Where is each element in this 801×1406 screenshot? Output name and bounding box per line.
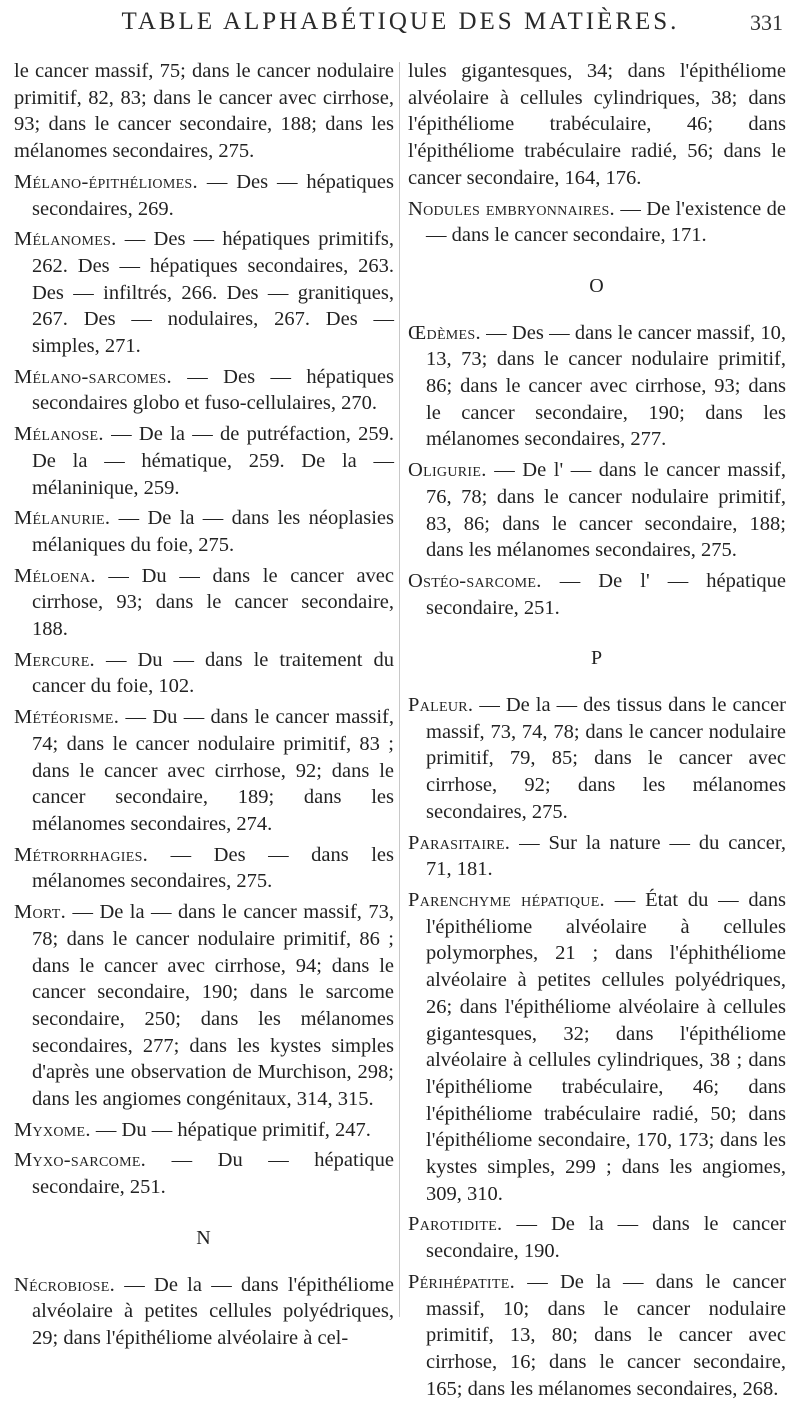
entry-text: — De la — dans l'épithéliome alvéolaire à petites cellules polyédriques, 29; dans l'épithéliome alvéolaire à cel-	[32, 1273, 394, 1349]
section-letter-n: N	[196, 1226, 212, 1249]
index-entry	[14, 704, 394, 838]
index-entry	[14, 1147, 394, 1200]
index-entry	[408, 320, 786, 454]
entry-heading: Parotidite.	[408, 1213, 503, 1236]
entry-heading: Parenchyme hépatique.	[408, 888, 605, 911]
entry-text: — De la — des tissus dans le cancer massif, 73, 74, 78; dans le cancer nodulaire primitif, 79, 85; dans le cancer avec cirrhose, 92; dans les mélanomes secondaires, 275.	[426, 694, 786, 823]
column-divider	[399, 62, 400, 1317]
entry-heading: Myxo-sarcome.	[14, 1149, 147, 1172]
entry-heading: Météorisme.	[14, 706, 120, 729]
page-title: TABLE ALPHABÉTIQUE DES MATIÈRES.	[121, 8, 680, 35]
entry-heading: Mort.	[14, 901, 67, 924]
entry-text: — De l' — dans le cancer massif, 76, 78; dans le cancer nodulaire primitif, 83, 86; dans le cancer secondaire, 188; dans les mélanomes secondaires, 275.	[426, 459, 786, 562]
page-header	[0, 8, 801, 48]
index-entry	[14, 226, 394, 360]
entry-heading: Mélanose.	[14, 423, 104, 446]
entry-text: — Du — hépatique secondaire, 251.	[32, 1149, 394, 1199]
entry-text: — De la — dans les néoplasies mélaniques du foie, 275.	[32, 507, 394, 556]
section-letter-p: P	[590, 647, 604, 670]
index-entry	[408, 692, 786, 826]
entry-text: — Du — dans le cancer avec cirrhose, 93; dans le cancer secondaire, 188.	[32, 564, 394, 641]
index-entry	[408, 457, 786, 564]
entry-heading: Œdèmes.	[408, 321, 481, 344]
entry-heading: Mercure.	[14, 648, 95, 671]
index-entry	[408, 830, 786, 883]
entry-heading: Méloena.	[14, 564, 96, 587]
entry-text: — De l'existence de — dans le cancer secondaire, 171.	[426, 197, 786, 247]
entry-text: — De la — dans le cancer secondaire, 190.	[426, 1213, 786, 1263]
entry-heading: Mélano-sarcomes.	[14, 365, 172, 388]
index-entry	[14, 647, 394, 700]
entry-text: — De l' — hépatique secondaire, 251.	[426, 569, 786, 619]
left-column	[14, 58, 394, 1356]
index-entry	[14, 169, 394, 222]
entry-heading: Métrorrhagies.	[14, 843, 149, 866]
entry-heading: Mélanomes.	[14, 228, 117, 251]
entry-heading: Nécrobiose.	[14, 1273, 116, 1296]
index-entry	[408, 568, 786, 621]
continued-entry: lules gigantesques, 34; dans l'épithéliome alvéolaire à cellules cylindriques, 38; dans l'épithéliome trabéculaire, 46; dans l'épithéliome trabéculaire radié, 56; dans le cancer secondaire, 164, 176.	[408, 60, 786, 189]
entry-text: — Du — dans le cancer massif, 74; dans le cancer nodulaire primitif, 83 ; dans le cancer avec cirrhose, 92; dans le cancer secondaire, 189; dans les mélanomes secondaires, 274.	[32, 706, 394, 835]
index-entry	[408, 887, 786, 1207]
entry-heading: Myxome.	[14, 1118, 91, 1141]
page-number: 331	[750, 10, 783, 35]
section-letter-o: O	[589, 274, 605, 297]
entry-heading: Mélanurie.	[14, 507, 111, 530]
entry-text: — De la — dans le cancer massif, 10; dans le cancer nodulaire primitif, 13, 80; dans le cancer avec cirrhose, 16; dans le cancer secondaire, 165; dans les mélanomes secondaires, 268.	[426, 1270, 786, 1400]
entry-text: — Du — dans le traitement du cancer du foie, 102.	[32, 648, 394, 698]
right-column	[408, 58, 786, 1406]
index-entry	[408, 196, 786, 249]
entry-text: — Des — dans les mélanomes secondaires, 275.	[32, 843, 394, 893]
entry-text: — Sur la nature — du cancer, 71, 181.	[426, 831, 786, 881]
entry-text: — De la — dans le cancer massif, 73, 78; dans le cancer nodulaire primitif, 86 ; dans le cancer avec cirrhose, 94; dans le cancer secondaire, 190; dans le sarcome secondaire, 250; dans les mélanomes secondaires, 277; dans les kystes simples d'après une observation de Murchison, 298; dans les angiomes congénitaux, 314, 315.	[32, 901, 394, 1111]
index-entry	[408, 1269, 786, 1403]
index-entry	[14, 505, 394, 558]
entry-text: — Des — dans le cancer massif, 10, 13, 73; dans le cancer nodulaire primitif, 86; dans le cancer avec cirrhose, 93; dans le cancer secondaire, 190; dans les mélanomes secondaires, 277.	[426, 321, 786, 451]
entry-text: — Du — hépatique primitif, 247.	[90, 1118, 371, 1141]
entry-heading: Ostéo-sarcome.	[408, 569, 542, 592]
entry-heading: Périhépatite.	[408, 1270, 516, 1293]
entry-heading: Oligurie.	[408, 459, 487, 482]
entry-text: — Des — hépatiques secondaires globo et fuso-cellulaires, 270.	[32, 365, 394, 415]
index-entry	[14, 421, 394, 501]
entry-heading: Nodules embryonnaires.	[408, 197, 615, 220]
entry-heading: Mélano-épithéliomes.	[14, 170, 198, 193]
entry-text: — Des — hépatiques secondaires, 269.	[32, 170, 394, 220]
continued-entry: le cancer massif, 75; dans le cancer nodulaire primitif, 82, 83; dans le cancer avec cirrhose, 93; dans le cancer secondaire, 188; dans les mélanomes secondaires, 275.	[14, 60, 394, 163]
index-entry	[14, 1117, 394, 1144]
entry-heading: Paleur.	[408, 694, 474, 717]
entry-text: — De la — de putréfaction, 259. De la — hématique, 259. De la — mélaninique, 259.	[32, 423, 394, 499]
index-entry	[14, 1272, 394, 1352]
index-entry	[14, 563, 394, 643]
entry-heading: Parasitaire.	[408, 831, 511, 854]
index-entry	[14, 364, 394, 417]
entry-text: — Des — hépatiques primitifs, 262. Des — hépatiques secondaires, 263. Des — infiltrés, 266. Des — granitiques, 267. Des — nodulaires, 267. Des — simples, 271.	[32, 228, 394, 358]
index-entry	[14, 899, 394, 1113]
index-entry	[14, 842, 394, 895]
entry-text: — État du — dans l'épithéliome alvéolaire à cellules polymorphes, 21 ; dans l'éphithéliome alvéolaire à petites cellules polyédriques, 26; dans l'épithéliome alvéolaire à cellules gigantesques, 32; dans l'épithéliome alvéolaire à cellules cylindriques, 38 ; dans l'épithéliome trabéculaire, 46; dans l'épithéliome trabéculaire radié, 50; dans l'épithéliome secondaire, 170, 173; dans les kystes simples, 299 ; dans les angiomes, 309, 310.	[426, 888, 787, 1205]
index-entry	[408, 1211, 786, 1264]
